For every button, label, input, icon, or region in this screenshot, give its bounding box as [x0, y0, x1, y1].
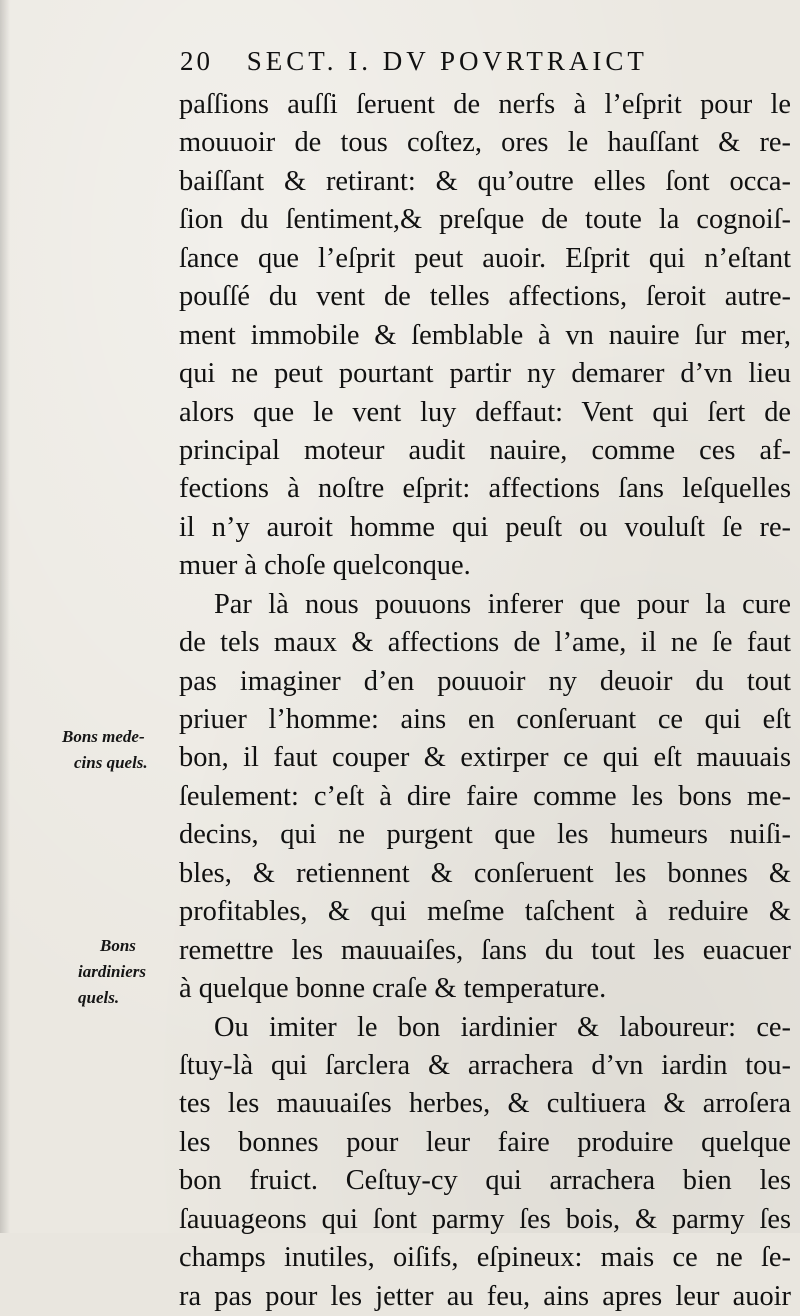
text-line: tes les mauuaiſes herbes, & cultiuera & arroſera [179, 1088, 791, 1120]
page-gutter-shadow [0, 0, 10, 1233]
paragraph-start-line: Ou imiter le bon iardinier & laboureur: ce- [214, 1011, 791, 1043]
text-line: decins, qui ne purgent que les humeurs nuiſi- [179, 819, 791, 851]
paragraph-start-line: Par là nous pouuons inferer que pour la cure [214, 588, 791, 620]
text-line: paſſions auſſi ſeruent de nerfs à l’eſprit pour le [179, 89, 791, 120]
text-line: ſtuy-là qui ſarclera & arrachera d’vn iardin tou- [179, 1049, 791, 1081]
text-line: principal moteur audit nauire, comme ces af- [179, 434, 791, 466]
text-line: ſance que l’eſprit peut auoir. Eſprit qui n’eſtant [179, 242, 791, 274]
text-line: ſion du ſentiment,& preſque de toute la cognoiſ- [179, 204, 791, 236]
text-line: bles, & retiennent & conſeruent les bonnes & [179, 857, 791, 889]
text-line: pas imaginer d’en pouuoir ny deuoir du tout [179, 665, 791, 697]
text-line: qui ne peut pourtant partir ny demarer d’vn lieu [179, 358, 791, 390]
margin-note-line: cins quels. [74, 753, 148, 772]
text-line: de tels maux & affections de l’ame, il ne ſe faut [179, 627, 791, 659]
text-line: ment immobile & ſemblable à vn nauire ſur mer, [179, 319, 791, 351]
text-line: remettre les mauuaiſes, ſans du tout les euacuer [179, 934, 791, 966]
text-line: pouſſé du vent de telles affections, ſeroit autre- [179, 281, 791, 313]
running-head-title: SECT. I. DV POVRTRAICT [246, 46, 648, 76]
text-line: à quelque bonne craſe & temperature. [179, 973, 607, 1005]
text-line: bon fruict. Ceſtuy-cy qui arrachera bien les [179, 1165, 791, 1197]
text-line: les bonnes pour leur faire produire quelque [179, 1126, 791, 1158]
text-line: alors que le vent luy deffaut: Vent qui ſert de [179, 396, 791, 428]
page-number: 20 [180, 46, 213, 76]
text-line: profitables, & qui meſme taſchent à reduire & [179, 896, 791, 928]
margin-note-line: Bons [100, 936, 136, 955]
running-head [180, 46, 740, 82]
text-line: muer à choſe quelconque. [179, 550, 471, 582]
text-line: mouuoir de tous coſtez, ores le hauſſant & re- [179, 127, 791, 159]
margin-note-bons-iardiniers [78, 933, 147, 1011]
text-line: fections à noſtre eſprit: affections ſans leſquelles [179, 473, 791, 505]
text-line: baiſſant & retirant: & qu’outre elles ſont occa- [179, 165, 791, 197]
text-line: bon, il faut couper & extirper ce qui eſt mauuais [179, 742, 791, 774]
text-line: champs inutiles, oiſifs, eſpineux: mais ce ne ſe- [179, 1242, 791, 1274]
text-line: il n’y auroit homme qui peuſt ou vouluſt ſe re- [179, 511, 791, 543]
text-line: ra pas pour les jetter au feu, ains apres leur auoir [179, 1280, 791, 1312]
margin-note-line: quels. [78, 988, 120, 1007]
margin-note-bons-medecins [62, 724, 148, 776]
text-line: ſauuageons qui ſont parmy ſes bois, & parmy ſes [179, 1203, 791, 1235]
margin-note-line: Bons mede- [62, 727, 145, 746]
text-line: priuer l’homme: ains en conſeruant ce qui eſt [179, 704, 791, 735]
margin-note-line: iardiniers [78, 962, 147, 981]
body-text [179, 86, 791, 1316]
text-line: ſeulement: c’eſt à dire faire comme les bons me- [179, 780, 791, 812]
